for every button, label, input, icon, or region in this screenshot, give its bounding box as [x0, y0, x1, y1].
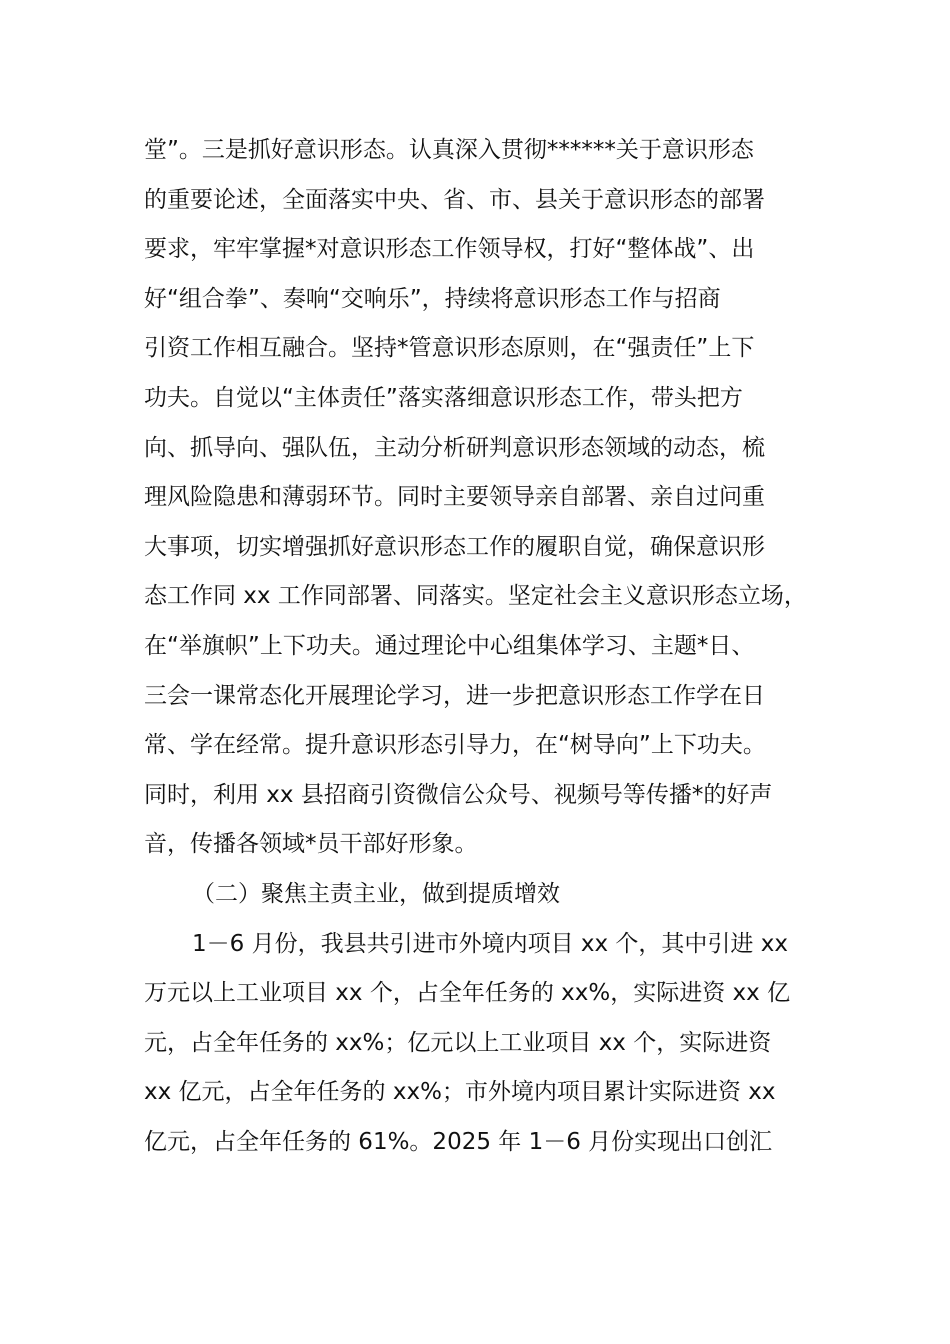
- text-line: 同时，利用 xx 县招商引资微信公众号、视频号等传播*的好声: [144, 781, 773, 808]
- paragraph-results: [144, 920, 812, 1168]
- text-line: 的重要论述，全面落实中央、省、市、县关于意识形态的部署: [144, 186, 765, 213]
- text-line: 功夫。自觉以“主体责任”落实落细意识形态工作，带头把方: [144, 384, 743, 411]
- text-line: 好“组合拳”、奏响“交响乐”，持续将意识形态工作与招商: [144, 285, 721, 312]
- text-line: 亿元，占全年任务的 61%。2025 年 1－6 月份实现出口创汇: [144, 1128, 773, 1155]
- text-line: 要求，牢牢掌握*对意识形态工作领导权，打好“整体战”、出: [144, 236, 755, 263]
- text-line: 常、学在经常。提升意识形态引导力，在“树导向”上下功夫。: [144, 732, 766, 759]
- text-line: 理风险隐患和薄弱环节。同时主要领导亲自部署、亲自过问重: [144, 484, 765, 511]
- paragraph-ideology: [144, 126, 812, 870]
- text-line: 元，占全年任务的 xx%；亿元以上工业项目 xx 个，实际进资: [144, 1029, 772, 1056]
- document-body: [144, 126, 812, 1167]
- text-line: xx 亿元，占全年任务的 xx%；市外境内项目累计实际进资 xx: [144, 1079, 776, 1106]
- text-line: 堂”。三是抓好意识形态。认真深入贯彻******关于意识形态: [144, 137, 754, 163]
- text-line: 在“举旗帜”上下功夫。通过理论中心组集体学习、主题*日、: [144, 632, 755, 659]
- text-line: 向、抓导向、强队伍，主动分析研判意识形态领域的动态，梳: [144, 434, 765, 461]
- text-line: 大事项，切实增强抓好意识形态工作的履职自觉，确保意识形: [144, 533, 765, 560]
- text-line: 1－6 月份，我县共引进市外境内项目 xx 个，其中引进 xx: [192, 930, 788, 957]
- text-line: 态工作同 xx 工作同部署、同落实。坚定社会主义意识形态立场，: [144, 583, 807, 610]
- text-line: 音，传播各领域*员干部好形象。: [144, 831, 478, 858]
- section-heading: （二）聚焦主责主业，做到提质增效: [192, 880, 560, 907]
- text-line: 引资工作相互融合。坚持*管意识形态原则，在“强责任”上下: [144, 335, 755, 362]
- text-line: 万元以上工业项目 xx 个，占全年任务的 xx%，实际进资 xx 亿: [144, 980, 791, 1007]
- text-line: 三会一课常态化开展理论学习，进一步把意识形态工作学在日: [144, 682, 765, 709]
